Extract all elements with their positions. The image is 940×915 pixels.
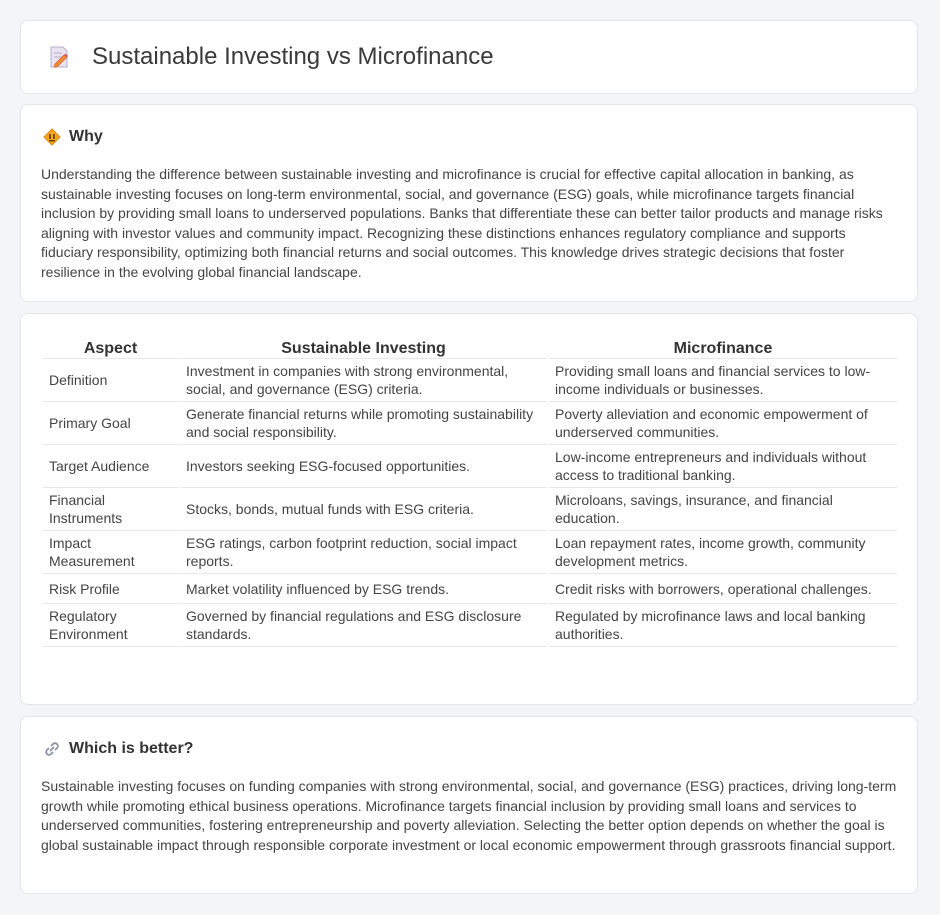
row-aspect: Regulatory Environment: [43, 604, 178, 647]
why-heading-row: [21, 105, 917, 147]
row-aspect: Risk Profile: [43, 574, 178, 604]
row-aspect: Primary Goal: [43, 402, 178, 445]
why-section: [20, 104, 918, 302]
page-title: Sustainable Investing vs Microfinance: [92, 43, 494, 70]
header-sustainable-investing: Sustainable Investing: [180, 334, 547, 359]
table-row: [43, 531, 897, 574]
title-card: [20, 20, 918, 94]
table-row: [43, 359, 897, 402]
row-sustainable: Governed by financial regulations and ESG disclosure standards.: [180, 604, 547, 647]
header-microfinance: Microfinance: [549, 334, 897, 359]
better-body: Sustainable investing focuses on funding companies with strong environmental, social, and governance (ESG) practices, driving long-term growth while promoting ethical business operations. Microfinance targets financial inclusion by providing small loans and services to underserved communities, fostering entrepreneurship and poverty alleviation. Selecting the better option depends on whether the goal is global sustainable impact through responsible corporate investment or local economic empowerment through grassroots financial support.: [41, 778, 897, 853]
better-heading: Which is better?: [69, 740, 194, 757]
table-row: [43, 574, 897, 604]
table-row: [43, 402, 897, 445]
row-microfinance: Microloans, savings, insurance, and financial education.: [549, 488, 897, 531]
table-row: [43, 445, 897, 488]
row-sustainable: Stocks, bonds, mutual funds with ESG criteria.: [180, 488, 547, 531]
comparison-table: [41, 334, 899, 647]
row-sustainable: Generate financial returns while promoting sustainability and social responsibility.: [180, 402, 547, 445]
document-pencil-icon: [46, 44, 72, 70]
row-aspect: Definition: [43, 359, 178, 402]
row-microfinance: Loan repayment rates, income growth, community development metrics.: [549, 531, 897, 574]
comparison-card: [20, 313, 918, 705]
title-row: [21, 21, 917, 93]
row-microfinance: Credit risks with borrowers, operational challenges.: [549, 574, 897, 604]
row-sustainable: Investment in companies with strong environmental, social, and governance (ESG) criteria.: [180, 359, 547, 402]
table-row: [43, 488, 897, 531]
row-aspect: Target Audience: [43, 445, 178, 488]
row-microfinance: Providing small loans and financial services to low-income individuals or businesses.: [549, 359, 897, 402]
why-heading: Why: [69, 128, 103, 145]
table-row: [43, 604, 897, 647]
table-header-row: [43, 334, 897, 359]
row-aspect: Financial Instruments: [43, 488, 178, 531]
row-microfinance: Regulated by microfinance laws and local banking authorities.: [549, 604, 897, 647]
better-heading-row: [21, 717, 917, 759]
which-is-better-section: [20, 716, 918, 894]
row-microfinance: Low-income entrepreneurs and individuals without access to traditional banking.: [549, 445, 897, 488]
row-sustainable: ESG ratings, carbon footprint reduction, social impact reports.: [180, 531, 547, 574]
row-sustainable: Market volatility influenced by ESG trends.: [180, 574, 547, 604]
why-body: Understanding the difference between sustainable investing and microfinance is crucial for effective capital allocation in banking, as sustainable investing focuses on long-term environmental, social, and governance (ESG) goals, while microfinance targets financial inclusion by providing small loans to underserved populations. Banks that differentiate these can better tailor products and manage risks aligning with investor values and community impact. Recognizing these distinctions enhances regulatory compliance and supports fiduciary responsibility, optimizing both financial returns and social outcomes. This knowledge drives strategic decisions that foster resilience in the evolving global financial landscape.: [41, 166, 883, 280]
row-aspect: Impact Measurement: [43, 531, 178, 574]
link-icon: [43, 740, 61, 758]
row-microfinance: Poverty alleviation and economic empowerment of underserved communities.: [549, 402, 897, 445]
row-sustainable: Investors seeking ESG-focused opportunities.: [180, 445, 547, 488]
header-aspect: Aspect: [43, 334, 178, 359]
diamond-warning-icon: [43, 128, 61, 146]
